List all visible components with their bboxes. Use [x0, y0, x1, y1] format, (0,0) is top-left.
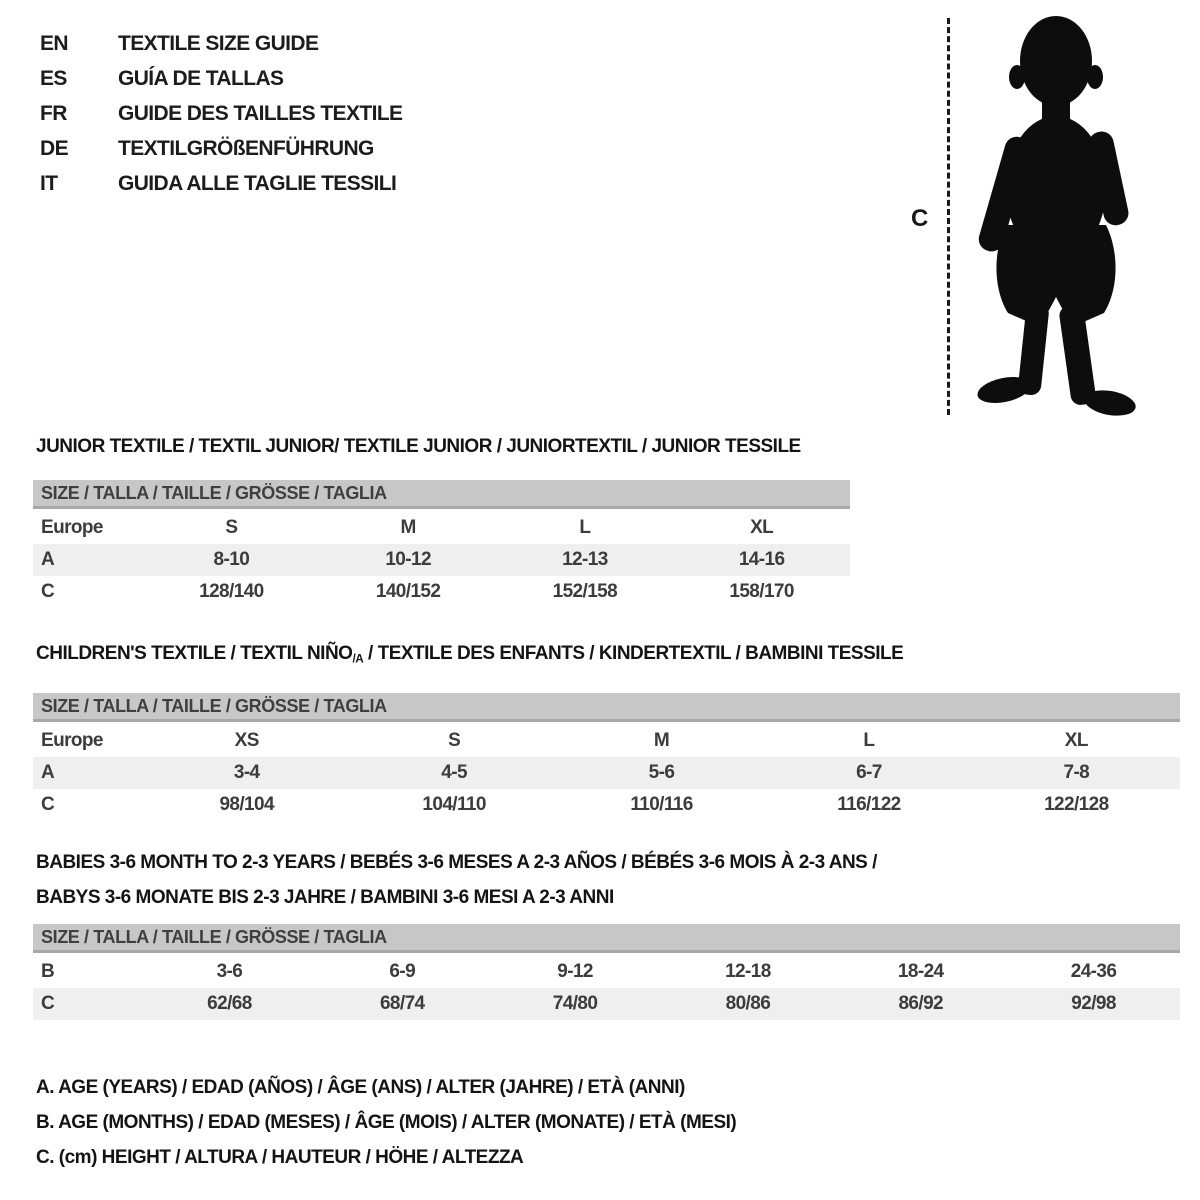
table-row-europe [33, 512, 850, 544]
size-value: XS [234, 730, 259, 752]
height-value: 140/152 [375, 581, 441, 602]
children-table [33, 725, 1180, 821]
height-value: 74/80 [552, 993, 598, 1014]
table-row-age [33, 544, 850, 576]
months-value: 24-36 [1070, 961, 1117, 982]
size-value: XL [1064, 730, 1088, 752]
months-value: 6-9 [389, 961, 416, 982]
months-value: 9-12 [557, 961, 593, 982]
lang-row-es [40, 61, 402, 96]
lang-row-en [40, 26, 402, 61]
table-row-europe [33, 725, 1180, 757]
table-row-height [33, 576, 850, 608]
section-junior-textile [33, 436, 850, 608]
height-value: 92/98 [1071, 993, 1116, 1014]
months-value: 3-6 [216, 961, 243, 982]
height-value: 116/122 [837, 794, 901, 816]
height-value: 152/158 [552, 581, 618, 602]
table-row-height [33, 789, 1180, 821]
age-value: 10-12 [385, 549, 431, 570]
height-measure-label: C [911, 205, 929, 232]
junior-section-heading: JUNIOR TEXTILE / TEXTIL JUNIOR/ TEXTILE JUNIOR / JUNIORTEXTIL / JUNIOR TESSILE [36, 436, 801, 457]
height-value: 128/140 [199, 581, 264, 602]
lang-title: GUÍA DE TALLAS [118, 66, 284, 90]
lang-title: TEXTILGRÖßENFÜHRUNG [118, 136, 374, 160]
height-value: 86/92 [898, 993, 943, 1014]
height-value: 104/110 [422, 794, 486, 816]
months-value: 12-18 [725, 961, 771, 982]
children-section-heading [33, 643, 1180, 669]
row-label: Europe [41, 517, 103, 538]
babies-heading-line2: BABYS 3-6 MONATE BIS 2-3 JAHRE / BAMBINI 3-6 MESI A 2-3 ANNI [36, 887, 614, 908]
age-value: 5-6 [648, 762, 675, 784]
section-babies-textile [33, 845, 1180, 1020]
size-value: S [448, 730, 461, 752]
row-label: C [41, 581, 55, 602]
heading-text: CHILDREN'S TEXTILE / TEXTIL NIÑO [36, 643, 353, 664]
legend-line-a: A. AGE (YEARS) / EDAD (AÑOS) / ÂGE (ANS) / ALTER (JAHRE) / ETÀ (ANNI) [36, 1077, 685, 1098]
row-label: A [41, 762, 55, 784]
size-value: L [579, 517, 591, 538]
lang-code: FR [40, 101, 67, 125]
row-label: C [41, 993, 55, 1014]
lang-code: EN [40, 31, 68, 55]
age-value: 14-16 [738, 549, 785, 570]
row-label: Europe [41, 730, 103, 752]
toddler-silhouette-image [962, 13, 1138, 417]
table-row-months [33, 956, 1180, 988]
lang-code: IT [40, 171, 58, 195]
height-value: 158/170 [729, 581, 794, 602]
months-value: 18-24 [897, 961, 944, 982]
row-label: A [41, 549, 55, 570]
height-value: 62/68 [207, 993, 252, 1014]
height-value: 122/128 [1044, 794, 1109, 816]
babies-section-heading [33, 845, 1180, 915]
table-row-age [33, 757, 1180, 789]
age-value: 4-5 [441, 762, 467, 784]
size-value: S [225, 517, 238, 538]
legend-line-c: C. (cm) HEIGHT / ALTURA / HAUTEUR / HÖHE / ALTEZZA [36, 1147, 524, 1168]
lang-code: ES [40, 66, 67, 90]
heading-subscript: /A [352, 652, 364, 666]
section-children-textile [33, 643, 1180, 821]
babies-size-header-bar: SIZE / TALLA / TAILLE / GRÖSSE / TAGLIA [33, 924, 1180, 953]
age-value: 8-10 [213, 549, 250, 570]
lang-code: DE [40, 136, 68, 160]
size-value: M [400, 517, 416, 538]
junior-size-header-bar: SIZE / TALLA / TAILLE / GRÖSSE / TAGLIA [33, 480, 850, 509]
age-value: 7-8 [1063, 762, 1090, 784]
row-label: C [41, 794, 55, 816]
row-label: B [41, 961, 55, 982]
heading-text: / TEXTILE DES ENFANTS / KINDERTEXTIL / BAMBINI TESSILE [363, 643, 904, 664]
size-value: L [863, 730, 875, 752]
height-measure-dashed-line [947, 18, 950, 415]
legend-line-b: B. AGE (MONTHS) / EDAD (MESES) / ÂGE (MOIS) / ALTER (MONATE) / ETÀ (MESI) [36, 1112, 737, 1133]
age-value: 12-13 [562, 549, 608, 570]
junior-table [33, 512, 850, 608]
children-size-header-bar: SIZE / TALLA / TAILLE / GRÖSSE / TAGLIA [33, 693, 1180, 722]
height-value: 98/104 [219, 794, 274, 816]
babies-heading-line1: BABIES 3-6 MONTH TO 2-3 YEARS / BEBÉS 3-6 MESES A 2-3 AÑOS / BÉBÉS 3-6 MOIS À 2-3 ANS / [36, 852, 877, 873]
height-value: 80/86 [725, 993, 771, 1014]
lang-row-de [40, 131, 402, 166]
lang-title: GUIDA ALLE TAGLIE TESSILI [118, 171, 397, 195]
age-value: 3-4 [233, 762, 260, 784]
legend [36, 1070, 736, 1175]
size-value: XL [750, 517, 774, 538]
height-value: 110/116 [630, 794, 693, 816]
lang-title: TEXTILE SIZE GUIDE [118, 31, 319, 55]
lang-row-fr [40, 96, 402, 131]
lang-title: GUIDE DES TAILLES TEXTILE [118, 101, 403, 125]
height-value: 68/74 [379, 993, 425, 1014]
babies-table [33, 956, 1180, 1020]
lang-row-it [40, 166, 402, 201]
size-value: M [653, 730, 670, 752]
language-title-list [40, 26, 402, 201]
table-row-height [33, 988, 1180, 1020]
age-value: 6-7 [856, 762, 882, 784]
